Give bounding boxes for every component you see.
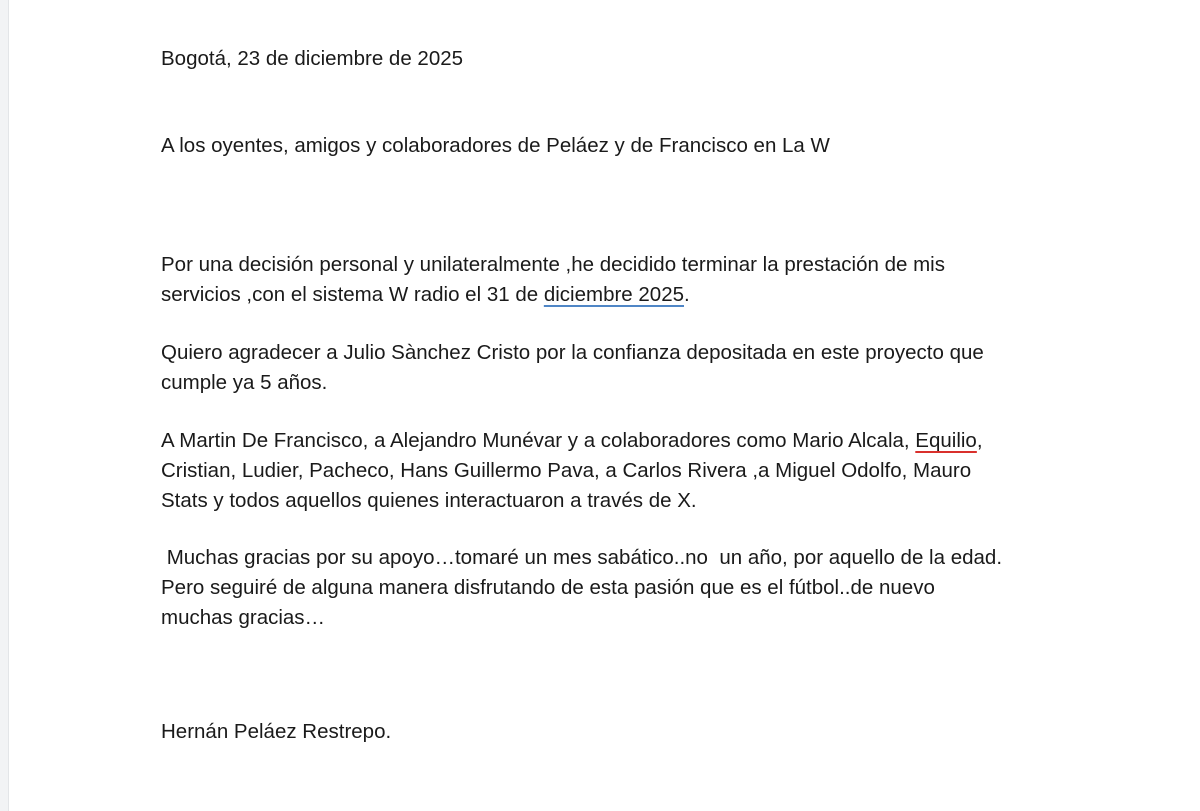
document-page xyxy=(9,0,1200,811)
date-smart-chip[interactable]: diciembre 2025 xyxy=(543,283,684,306)
letter-signature: Hernán Peláez Restrepo. xyxy=(161,720,392,743)
page-gutter xyxy=(0,0,9,811)
paragraph-4-line-2: Pero seguiré de alguna manera disfrutando de esta pasión que es el fútbol..de nuevo xyxy=(161,576,935,599)
paragraph-3-line-2: Cristian, Ludier, Pacheco, Hans Guillermo Pava, a Carlos Rivera ,a Miguel Odolfo, Mauro xyxy=(161,459,972,482)
paragraph-2-line-1: Quiero agradecer a Julio Sànchez Cristo por la confianza depositada en este proyecto que xyxy=(161,341,984,364)
paragraph-1-line-2-text: servicios ,con el sistema W radio el 31 de xyxy=(161,283,544,306)
paragraph-1-line-2 xyxy=(161,280,690,310)
paragraph-1-line-2-end: . xyxy=(684,283,690,306)
paragraph-1-line-1: Por una decisión personal y unilateralmente ,he decidido terminar la prestación de mis xyxy=(161,253,945,276)
paragraph-3-line-3: Stats y todos aquellos quienes interactuaron a través de X. xyxy=(161,489,697,512)
letter-salutation: A los oyentes, amigos y colaboradores de Peláez y de Francisco en La W xyxy=(161,134,830,157)
letter-date: Bogotá, 23 de diciembre de 2025 xyxy=(161,47,464,70)
paragraph-4-line-1: Muchas gracias por su apoyo…tomaré un mes sabático..no un año, por aquello de la edad. xyxy=(161,546,1003,569)
paragraph-2-line-2: cumple ya 5 años. xyxy=(161,371,328,394)
spellcheck-word[interactable]: Equilio xyxy=(915,429,977,452)
paragraph-3-line-1-text: A Martin De Francisco, a Alejandro Munévar y a colaboradores como Mario Alcala, xyxy=(161,429,916,452)
paragraph-3-line-1-end: , xyxy=(976,429,983,452)
paragraph-3-line-1 xyxy=(161,426,983,456)
paragraph-4-line-3: muchas gracias… xyxy=(161,606,326,629)
